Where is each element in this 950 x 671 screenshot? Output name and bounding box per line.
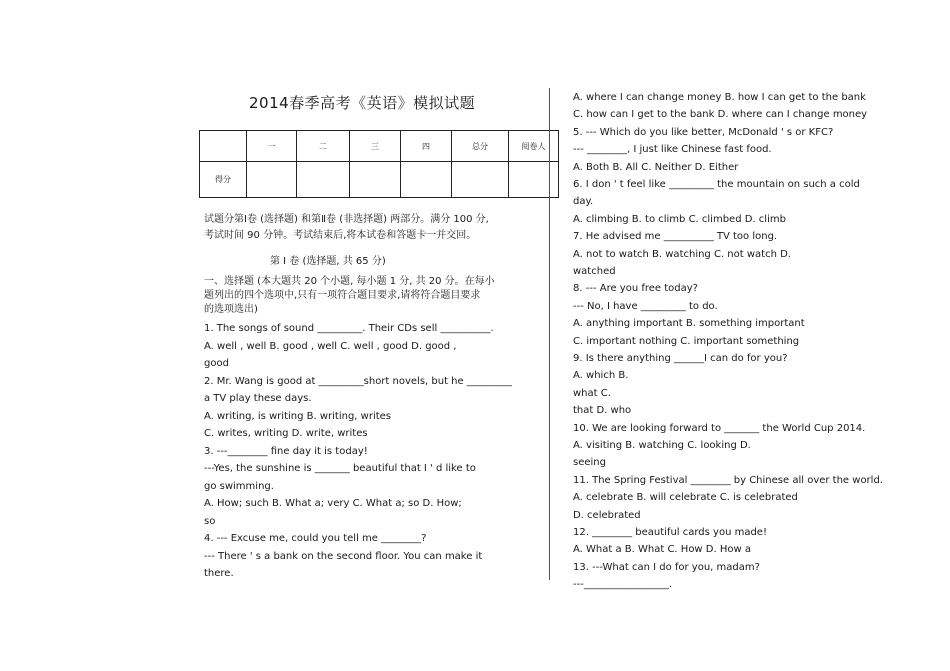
question-line: so bbox=[204, 515, 216, 527]
question-line: A. Both B. All C. Neither D. Either bbox=[573, 161, 739, 173]
score-table-header bbox=[200, 131, 247, 162]
question-line: a TV play these days. bbox=[204, 393, 312, 404]
question-line: 2. Mr. Wang is good at _________short novels, but he _________ bbox=[204, 375, 512, 387]
question-line: D. celebrated bbox=[573, 509, 641, 521]
question-line: watched bbox=[573, 266, 616, 277]
question-line: A. not to watch B. watching C. not watch D. bbox=[573, 248, 791, 260]
question-line: ---Yes, the sunshine is _______ beautiful that I ' d like to bbox=[204, 463, 476, 474]
score-cell[interactable] bbox=[452, 162, 509, 198]
question-line: A. anything important B. something important bbox=[573, 318, 805, 330]
question-line: 8. --- Are you free today? bbox=[573, 283, 698, 295]
question-line: 6. I don ' t feel like _________ the mountain on such a cold bbox=[573, 179, 860, 190]
question-line: A. How; such B. What a; very C. What a; so D. How; bbox=[204, 498, 462, 509]
question-line: A. visiting B. watching C. looking D. bbox=[573, 440, 751, 451]
question-line: --- ________, I just like Chinese fast food. bbox=[573, 144, 772, 156]
question-line: 4. --- Excuse me, could you tell me ________? bbox=[204, 533, 427, 544]
score-row-label: 得分 bbox=[200, 162, 247, 198]
question-line: C. writes, writing D. write, writes bbox=[204, 428, 368, 439]
score-cell[interactable] bbox=[509, 162, 559, 198]
question-line: C. important nothing C. important something bbox=[573, 335, 800, 347]
column-divider bbox=[549, 88, 550, 580]
question-line: A. climbing B. to climb C. climbed D. climb bbox=[573, 213, 786, 225]
score-table-header: 阅卷人 bbox=[509, 131, 559, 162]
question-line: go swimming. bbox=[204, 480, 274, 492]
question-line: 13. ---What can I do for you, madam? bbox=[573, 561, 760, 573]
question-line: 9. Is there anything ______I can do for you? bbox=[573, 353, 788, 364]
score-cell[interactable] bbox=[247, 162, 297, 198]
question-line: day. bbox=[573, 196, 594, 208]
question-line: A. well , well B. good , well C. well , good D. good , bbox=[204, 340, 457, 352]
question-line: what C. bbox=[573, 387, 611, 399]
question-line: 7. He advised me __________ TV too long. bbox=[573, 231, 778, 243]
question-line: A. What a B. What C. How D. How a bbox=[573, 544, 751, 556]
score-table-header: 四 bbox=[401, 131, 452, 162]
question-line: there. bbox=[204, 568, 234, 579]
score-table-header: 二 bbox=[297, 131, 350, 162]
score-cell[interactable] bbox=[401, 162, 452, 198]
score-table-header: 总分 bbox=[452, 131, 509, 162]
question-line: 5. --- Which do you like better, McDonald ' s or KFC? bbox=[573, 126, 834, 138]
intro-line: 试题分第Ⅰ卷 (选择题) 和第Ⅱ卷 (非选择题) 两部分。满分 100 分, bbox=[204, 214, 489, 225]
score-table-header: 一 bbox=[247, 131, 297, 162]
instruction-line: 题列出的四个选项中,只有一项符合题目要求,请将符合题目要求 bbox=[204, 290, 481, 301]
score-table-header: 三 bbox=[350, 131, 401, 162]
exam-title: 2014春季高考《英语》模拟试题 bbox=[249, 94, 476, 112]
question-line: A. which B. bbox=[573, 370, 629, 382]
question-line: --- No, I have _________ to do. bbox=[573, 300, 718, 312]
question-line: that D. who bbox=[573, 405, 632, 417]
question-line: 3. ---________ fine day it is today! bbox=[204, 445, 368, 457]
question-line: 1. The songs of sound _________. Their CDs sell __________. bbox=[204, 323, 494, 334]
question-line: ---_________________. bbox=[573, 579, 673, 591]
score-table bbox=[199, 130, 559, 198]
question-line: C. how can I get to the bank D. where can I change money bbox=[573, 109, 868, 121]
question-line: A. celebrate B. will celebrate C. is celebrated bbox=[573, 492, 798, 504]
question-line: --- There ' s a bank on the second floor. You can make it bbox=[204, 550, 483, 562]
instruction-line: 一、选择题 (本大题共 20 个小题, 每小题 1 分, 共 20 分。在每小 bbox=[204, 276, 495, 287]
question-line: 10. We are looking forward to _______ the World Cup 2014. bbox=[573, 422, 866, 434]
score-cell[interactable] bbox=[350, 162, 401, 198]
question-line: A. where I can change money B. how I can get to the bank bbox=[573, 92, 866, 103]
question-line: 11. The Spring Festival ________ by Chinese all over the world. bbox=[573, 474, 883, 486]
question-line: seeing bbox=[573, 457, 606, 469]
score-cell[interactable] bbox=[297, 162, 350, 198]
instruction-line: 的选项选出) bbox=[204, 304, 258, 315]
question-line: A. writing, is writing B. writing, writes bbox=[204, 410, 392, 422]
question-line: 12. ________ beautiful cards you made! bbox=[573, 527, 767, 538]
section-title: 第 Ⅰ 卷 (选择题, 共 65 分) bbox=[270, 256, 386, 267]
question-line: good bbox=[204, 358, 229, 369]
intro-line: 考试时间 90 分钟。考试结束后,将本试卷和答题卡一并交回。 bbox=[204, 230, 477, 241]
